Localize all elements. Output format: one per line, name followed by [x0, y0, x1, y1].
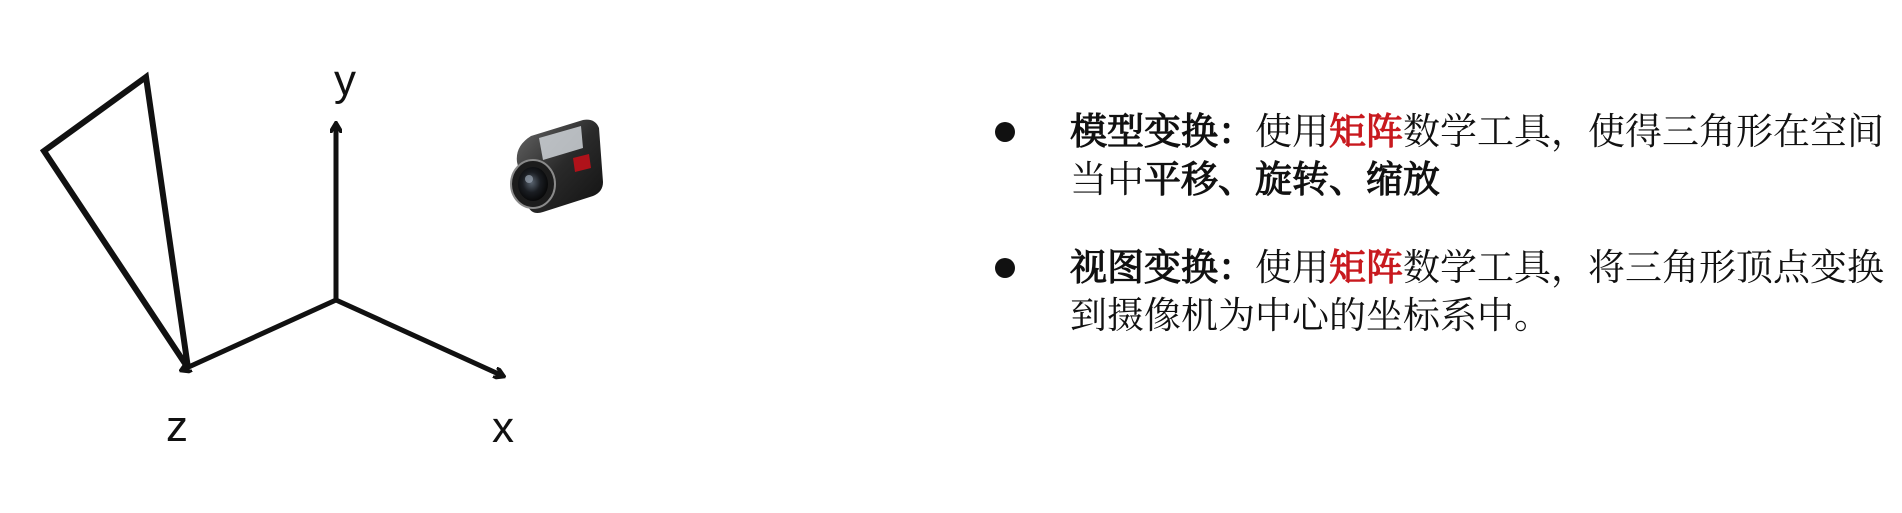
camcorder-icon	[511, 120, 603, 213]
triangle-icon	[44, 77, 188, 368]
bullet-term: 视图变换	[1070, 246, 1218, 289]
bullet-item-model-transform	[995, 108, 1895, 204]
bullet-text: 使用	[1255, 110, 1329, 153]
z-axis-label: z	[166, 402, 188, 451]
bullet-list	[995, 108, 1895, 380]
bullet-line-2	[1070, 292, 1895, 340]
bullet-term: 模型变换	[1070, 110, 1218, 153]
bullet-text: 数学工具，将三角形顶点变换	[1403, 246, 1884, 289]
y-axis-label: y	[334, 56, 356, 105]
bullet-text: 当中	[1070, 158, 1144, 201]
bullet-bold-text: 平移、旋转、缩放	[1144, 158, 1440, 201]
bullet-line-1	[1070, 108, 1895, 156]
bullet-highlight: 矩阵	[1329, 246, 1403, 289]
bullet-text: 使用	[1255, 246, 1329, 289]
bullet-colon: ：	[1218, 246, 1255, 289]
bullet-colon: ：	[1218, 110, 1255, 153]
bullet-item-view-transform	[995, 244, 1895, 340]
bullet-line-1	[1070, 244, 1895, 292]
bullet-highlight: 矩阵	[1329, 110, 1403, 153]
x-axis	[336, 300, 503, 376]
bullet-text: 数学工具，使得三角形在空间	[1403, 110, 1884, 153]
x-axis-label: x	[492, 403, 514, 452]
coordinate-diagram	[0, 0, 760, 513]
z-axis	[182, 300, 336, 370]
bullet-line-2	[1070, 156, 1895, 204]
bullet-dot	[995, 122, 1015, 142]
bullet-text: 到摄像机为中心的坐标系中。	[1070, 294, 1551, 337]
bullet-dot	[995, 258, 1015, 278]
